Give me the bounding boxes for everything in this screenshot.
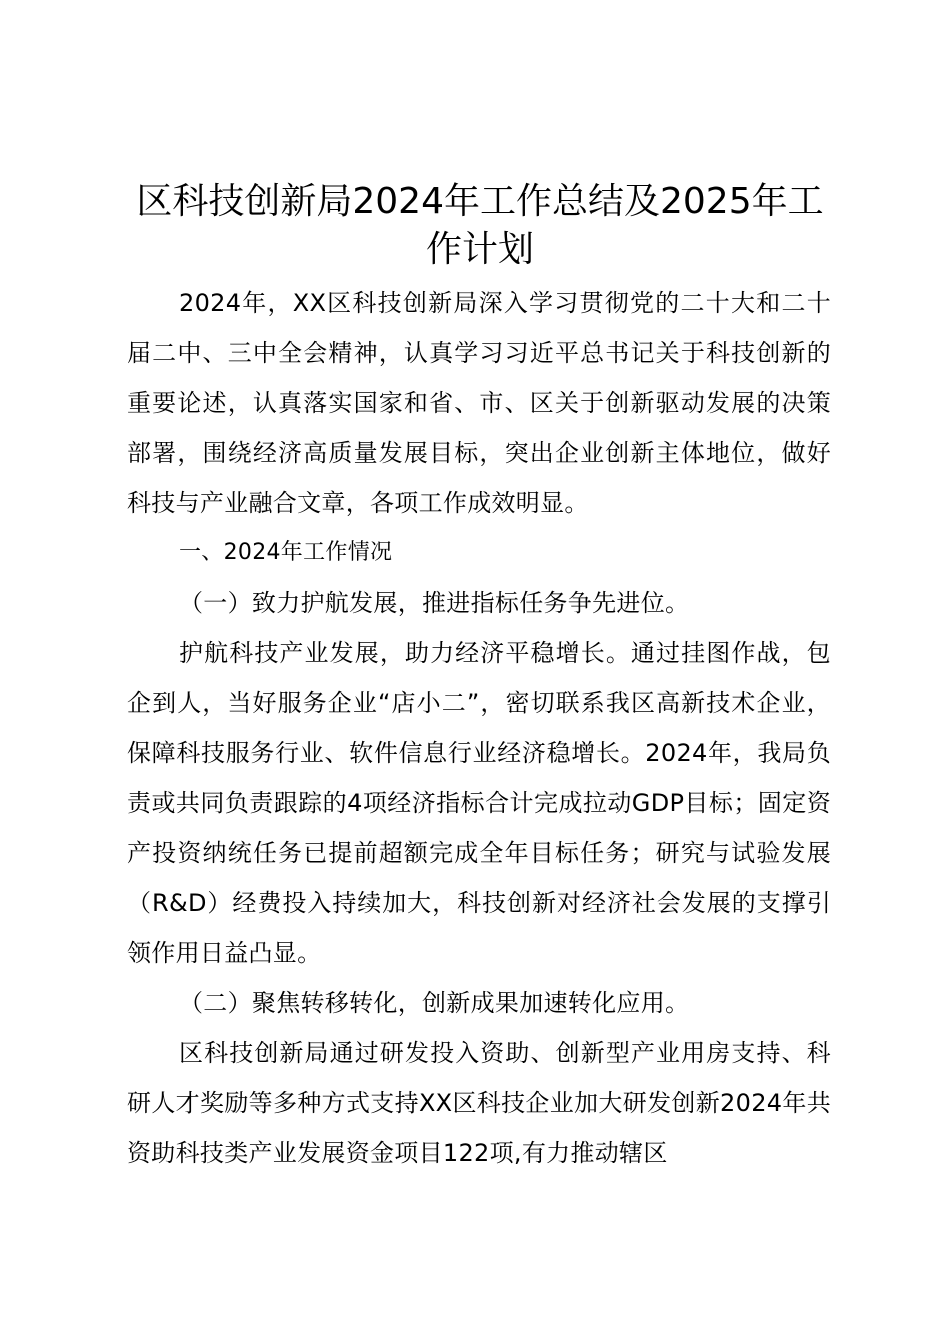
document-body xyxy=(127,278,831,1178)
subsection-heading-2: （二）聚焦转移转化，创新成果加速转化应用。 xyxy=(179,989,690,1017)
body-paragraph-2: 区科技创新局通过研发投入资助、创新型产业用房支持、科研人才奖励等多种方式支持XX区科技企业加大研发创新2024年共资助科技类产业发展资金项目122项,有力推动辖区 xyxy=(127,1039,831,1167)
subsection-heading-1: （一）致力护航发展，推进指标任务争先进位。 xyxy=(179,589,690,617)
body-paragraph-1: 护航科技产业发展，助力经济平稳增长。通过挂图作战，包企到人，当好服务企业“店小二”，密切联系我区高新技术企业，保障科技服务行业、软件信息行业经济稳增长。2024年，我局负责或共同负责跟踪的4项经济指标合计完成拉动GDP目标；固定资产投资纳统任务已提前超额完成全年目标任务；研究与试验发展（R&D）经费投入持续加大，科技创新对经济社会发展的支撑引领作用日益凸显。 xyxy=(127,639,831,967)
intro-paragraph: 2024年，XX区科技创新局深入学习贯彻党的二十大和二十届二中、三中全会精神，认真学习习近平总书记关于科技创新的重要论述，认真落实国家和省、市、区关于创新驱动发展的决策部署，围绕经济高质量发展目标，突出企业创新主体地位，做好科技与产业融合文章，各项工作成效明显。 xyxy=(127,289,831,517)
document-title: 区科技创新局2024年工作总结及2025年工作计划 xyxy=(136,181,824,270)
section-heading-1: 一、2024年工作情况 xyxy=(179,540,393,565)
